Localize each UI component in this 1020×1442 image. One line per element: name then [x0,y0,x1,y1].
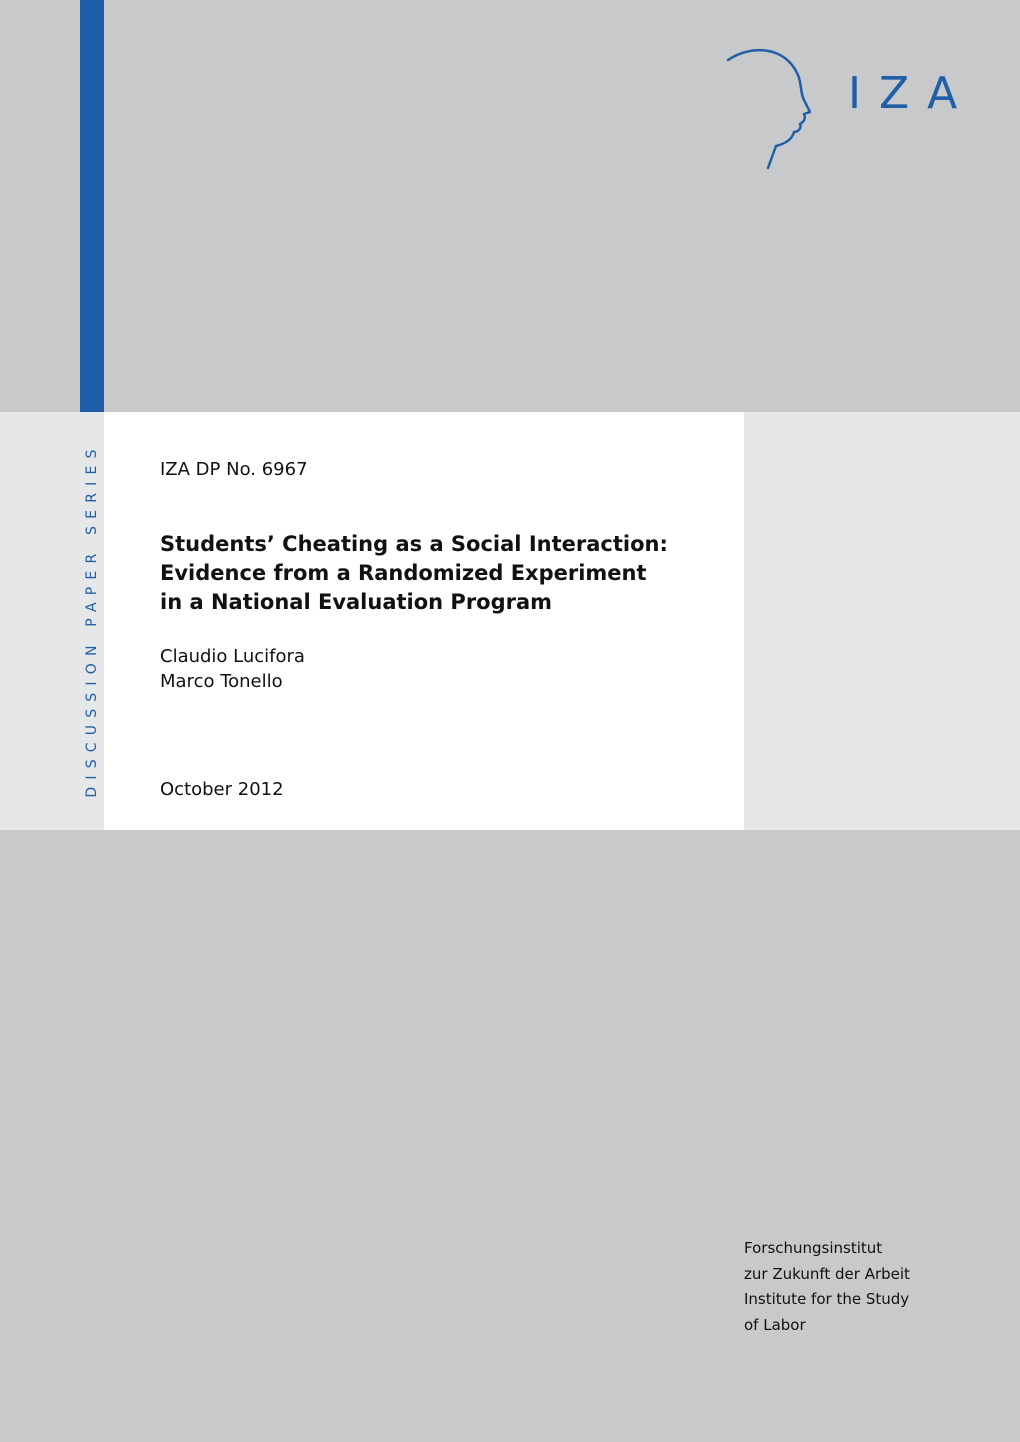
title-line: in a National Evaluation Program [160,590,553,614]
series-label: DISCUSSION PAPER SERIES [84,442,100,798]
institute-line: Institute for the Study [744,1290,910,1308]
institute-line: of Labor [744,1315,806,1334]
title-line: Students’ Cheating as a Social Interaction: [160,532,668,556]
blue-accent-bar [80,0,104,412]
institute-name [744,1236,910,1338]
bottom-gray-band [0,830,1020,1442]
author-list [160,644,305,694]
institute-line: Forschungsinstitut [744,1239,883,1257]
paper-title [160,530,720,617]
author-name: Marco Tonello [160,671,283,692]
author-name: Claudio Lucifora [160,646,305,667]
publication-date: October 2012 [160,779,284,800]
title-line: Evidence from a Randomized Experiment [160,561,647,585]
iza-logo-text: IZA [848,68,976,119]
discussion-paper-number: IZA DP No. 6967 [160,459,308,480]
institute-line: zur Zukunft der Arbeit [744,1264,910,1283]
head-profile-icon [728,50,810,168]
